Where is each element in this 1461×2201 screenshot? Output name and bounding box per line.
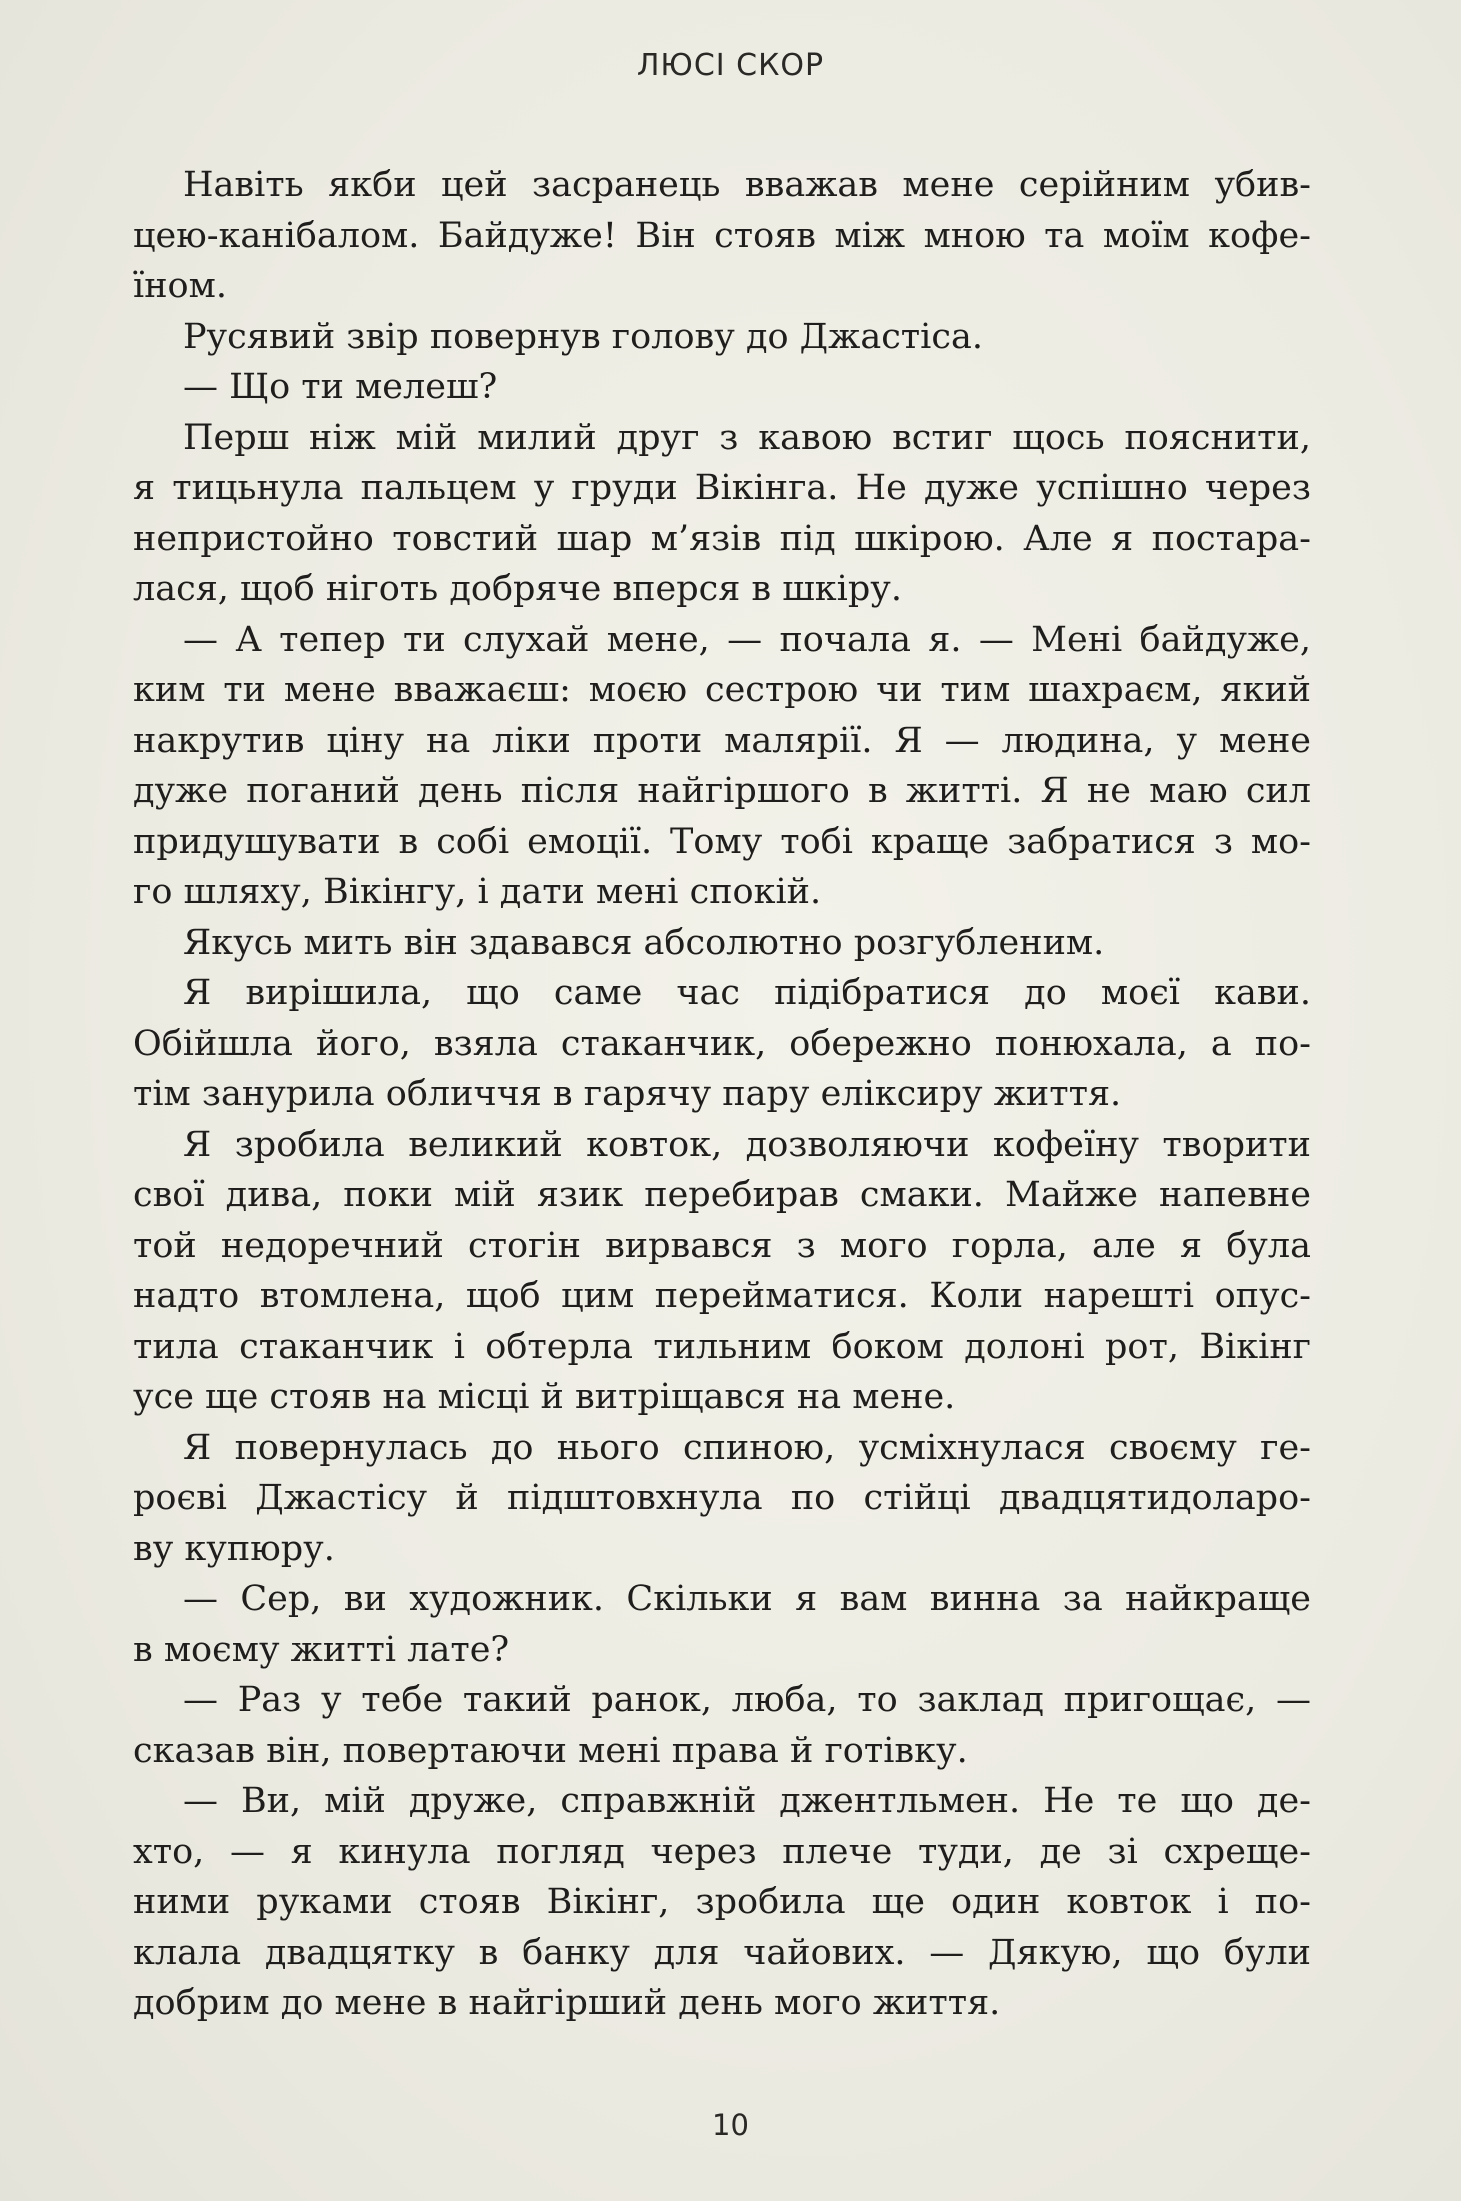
text-line: Перш ніж мій милий друг з кавою встиг щось пояснити,: [183, 417, 1311, 458]
text-line: тила стаканчик і обтерла тильним боком долоні рот, Вікінг: [133, 1326, 1311, 1367]
text-line: сказав він, повертаючи мені права й готівку.: [133, 1730, 968, 1771]
text-line: я тицьнула пальцем у груди Вікінга. Не дуже успішно через: [133, 468, 1311, 508]
text-line: свої дива, поки мій язик перебирав смаки. Майже напевне: [133, 1175, 1311, 1215]
text-line: цею-канібалом. Байдуже! Він стояв між мною та моїм кофе-: [133, 215, 1311, 256]
page-number: 10: [712, 2108, 749, 2142]
text-line: Обійшла його, взяла стаканчик, обережно понюхала, а по-: [133, 1023, 1311, 1064]
text-line: Я вирішила, що саме час підібратися до моєї кави.: [183, 973, 1311, 1013]
running-head: ЛЮСІ СКОР: [636, 48, 825, 83]
text-line: надто втомлена, щоб цим перейматися. Коли нарешті опус-: [133, 1276, 1311, 1316]
text-line: той недоречний стогін вирвався з мого горла, але я була: [133, 1225, 1311, 1266]
body-text: [133, 160, 1311, 2029]
text-line: го шляху, Вікінгу, і дати мені спокій.: [133, 872, 822, 912]
text-line: Навіть якби цей засранець вважав мене серійним убив-: [183, 165, 1311, 205]
text-line: ким ти мене вважаєш: моєю сестрою чи тим шахраєм, який: [133, 670, 1311, 710]
text-line: ними руками стояв Вікінг, зробила ще один ковток і по-: [133, 1882, 1311, 1922]
text-line: Я повернулась до нього спиною, усміхнулася своєму ге-: [183, 1427, 1311, 1468]
text-line: ву купюру.: [133, 1528, 335, 1569]
text-line: дуже поганий день після найгіршого в житті. Я не маю сил: [133, 771, 1311, 811]
text-line: — Сер, ви художник. Скільки я вам винна за найкраще: [183, 1579, 1311, 1619]
text-line: Я зробила великий ковток, дозволяючи кофеїну творити: [183, 1124, 1311, 1165]
text-line: лася, щоб ніготь добряче вперся в шкіру.: [133, 569, 902, 609]
text-line: — Що ти мелеш?: [183, 367, 498, 407]
text-line: добрим до мене в найгірший день мого життя.: [133, 1983, 1001, 2023]
text-line: — А тепер ти слухай мене, — почала я. — Мені байдуже,: [183, 619, 1311, 660]
text-line: тім занурила обличчя в гарячу пару еліксиру життя.: [133, 1074, 1122, 1114]
text-line: в моєму житті лате?: [133, 1629, 510, 1670]
text-line: роєві Джастісу й підштовхнула по стійці двадцятидоларо-: [133, 1478, 1311, 1518]
text-line: Якусь мить він здавався абсолютно розгубленим.: [183, 922, 1105, 963]
text-line: усе ще стояв на місці й витріщався на мене.: [133, 1377, 956, 1417]
text-line: їном.: [133, 266, 227, 306]
text-line: клала двадцятку в банку для чайових. — Дякую, що були: [133, 1932, 1311, 1973]
text-line: накрутив ціну на ліки проти малярії. Я — людина, у мене: [133, 720, 1311, 761]
text-line: — Ви, мій друже, справжній джентльмен. Не те що де-: [183, 1781, 1311, 1821]
text-line: хто, — я кинула погляд через плече туди, де зі схреще-: [133, 1831, 1311, 1872]
text-line: Русявий звір повернув голову до Джастіса.: [183, 316, 983, 357]
text-line: придушувати в собі емоції. Тому тобі краще забратися з мо-: [133, 821, 1311, 862]
text-line: — Раз у тебе такий ранок, люба, то заклад пригощає, —: [183, 1680, 1311, 1720]
text-line: непристойно товстий шар м’язів під шкірою. Але я постара-: [133, 518, 1311, 559]
